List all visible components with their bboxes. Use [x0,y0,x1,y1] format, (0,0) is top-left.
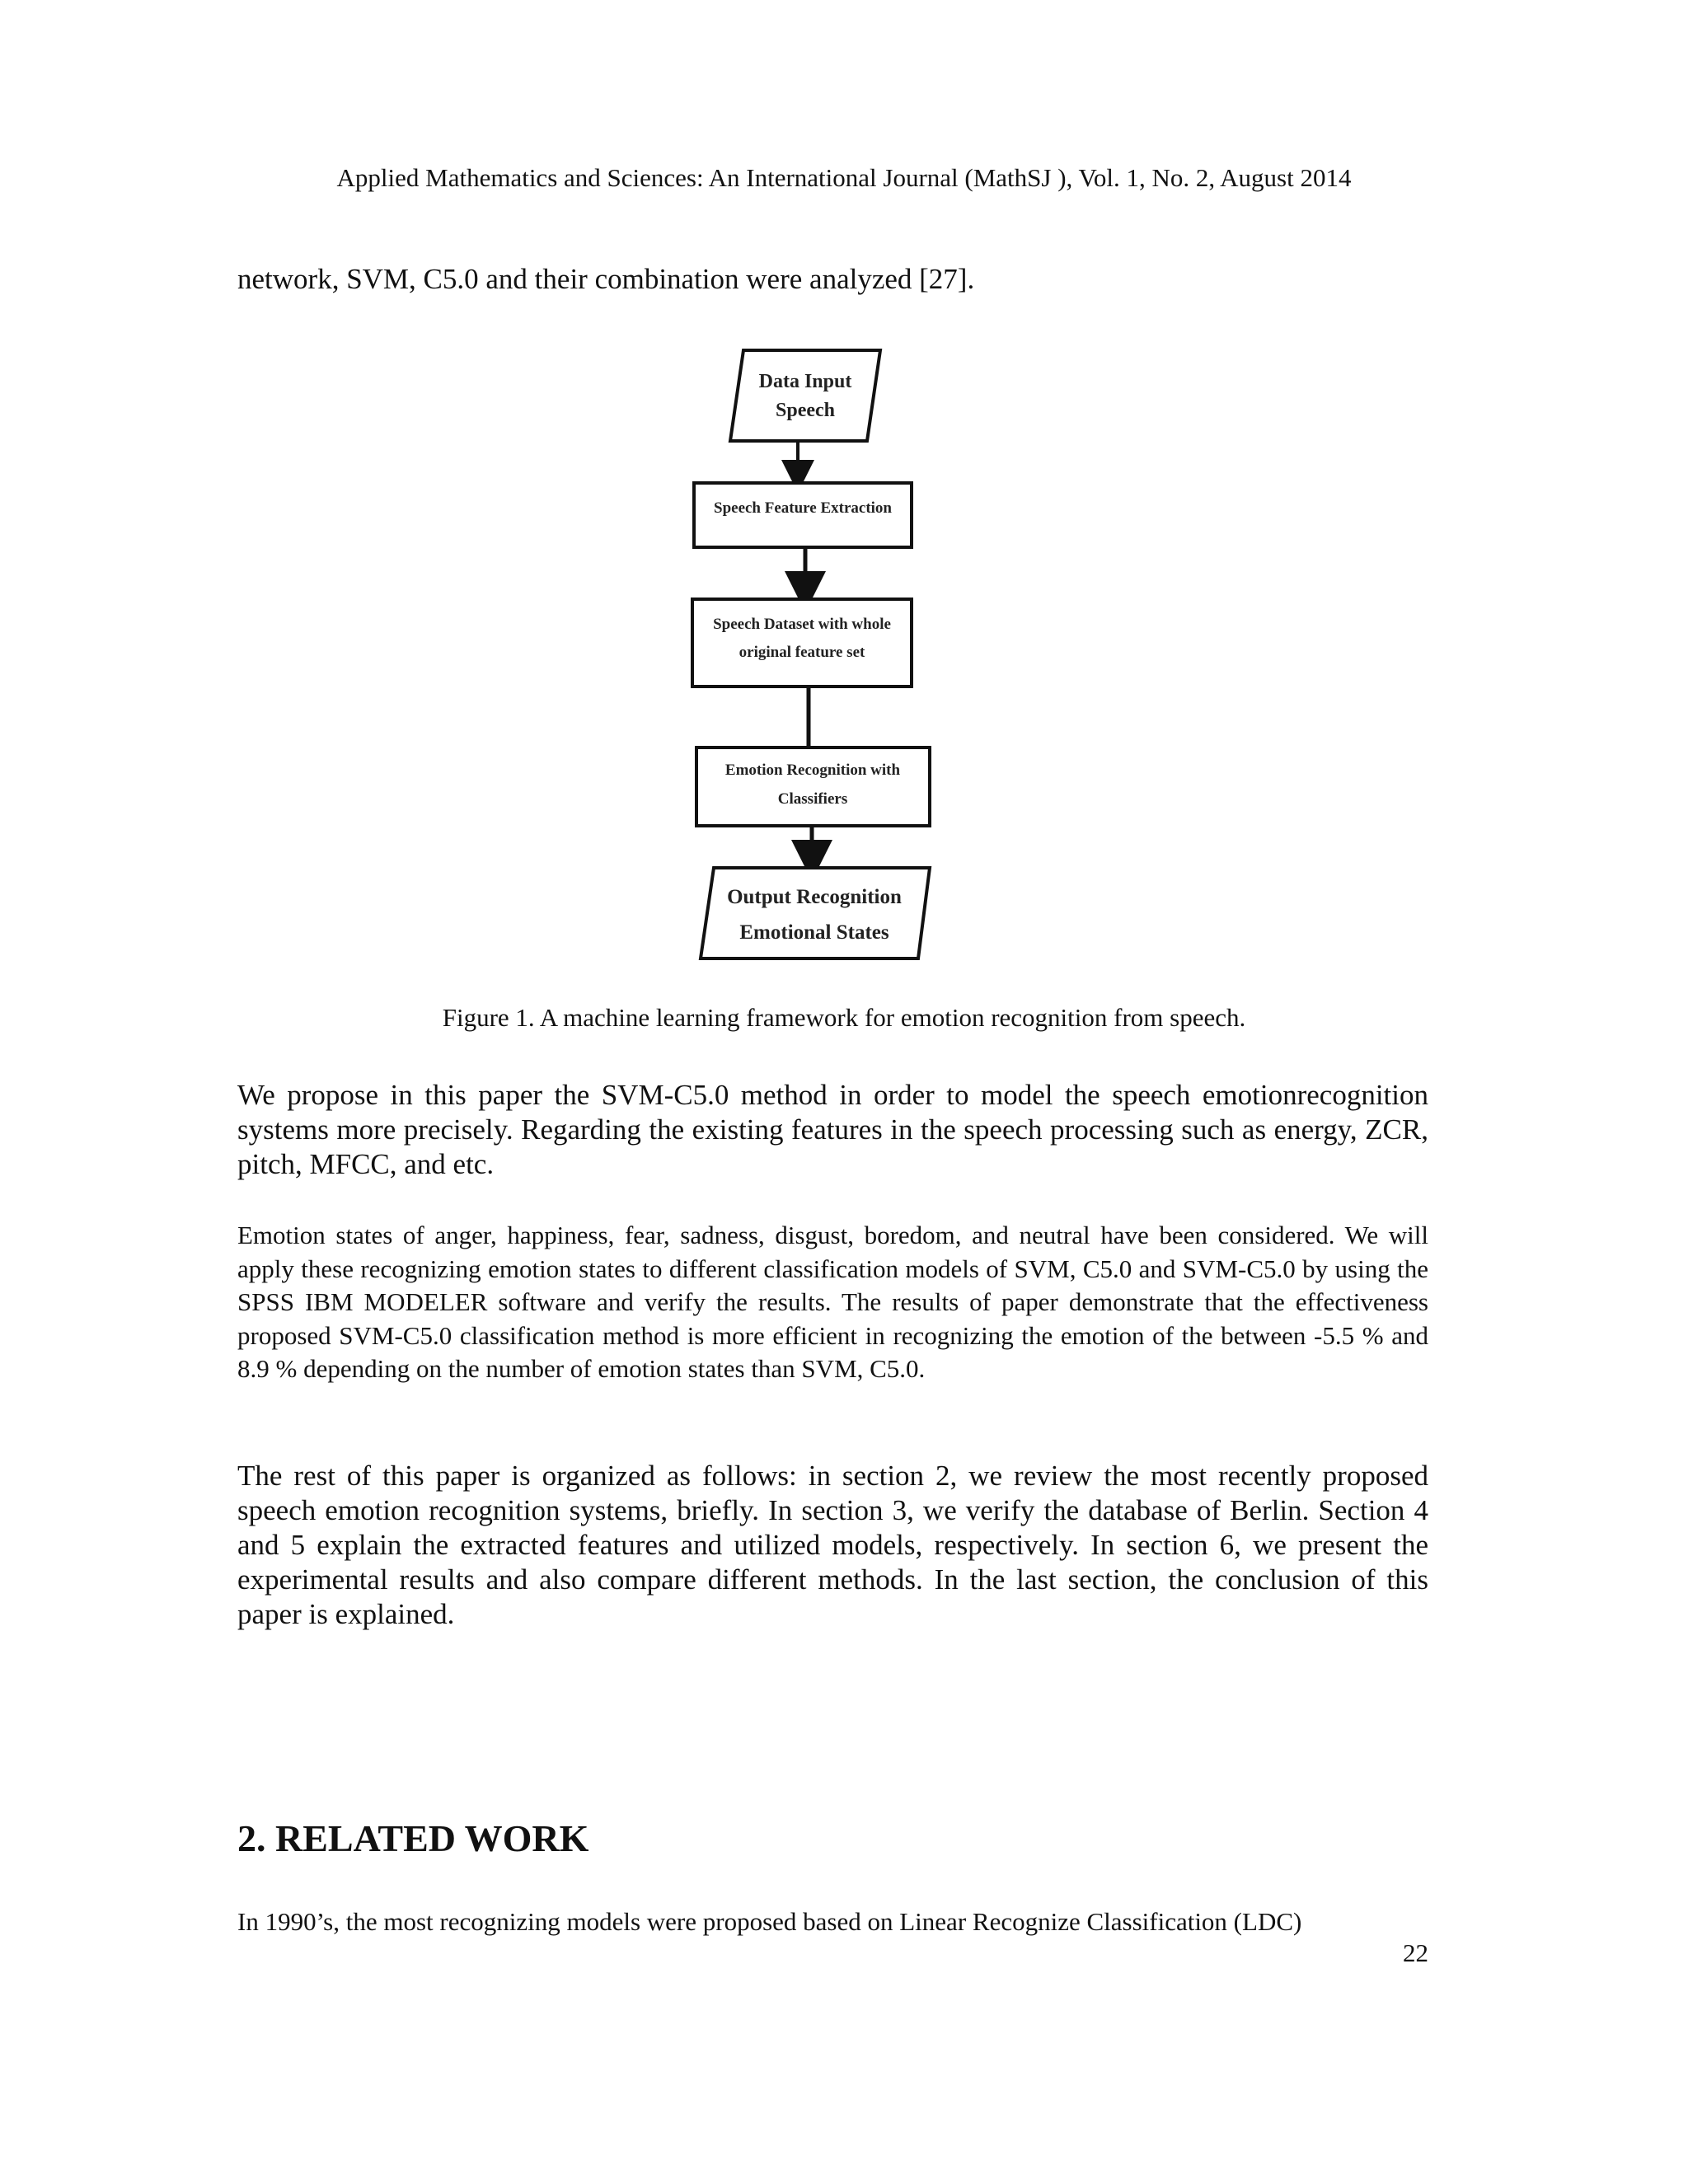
node-speech-dataset-label-1: Speech Dataset with whole [713,616,891,633]
node-speech-dataset [692,599,912,687]
node-data-input-label-1: Data Input [758,371,852,392]
node-emotion-recognition-label-1: Emotion Recognition with [724,762,901,779]
node-output-recognition-label-2: Emotional States [739,921,889,944]
node-output-recognition [701,868,930,958]
node-emotion-recognition-label-2: Classifiers [777,790,848,808]
section-heading-related-work: 2. RELATED WORK [237,1817,589,1859]
paragraph-organization: The rest of this paper is organized as follows: in section 2, we review the most recently proposed speech emotion recognition systems, briefly. In section 3, we verify the database of Berlin. Section 4 and 5 explain the extracted features and utilized models, respectively. In section 6, we present the experimental results and also compare different methods. In the last section, the conclusion of this paper is explained. [237,1460,1428,1630]
node-speech-dataset-label-2: original feature set [738,644,865,661]
flowchart-figure [0,0,1688,989]
node-feature-extraction [694,483,912,547]
paragraph-related-work-start: In 1990’s, the most recognizing models were proposed based on Linear Recognize Classification (LDC) [237,1907,1302,1936]
running-header: Applied Mathematics and Sciences: An International Journal (MathSJ ), Vol. 1, No. 2, August 2014 [336,163,1352,192]
node-data-input-label-2: Speech [776,400,835,421]
node-output-recognition-label-1: Output Recognition [727,886,902,908]
node-data-input [730,350,880,441]
paragraph-intro-continuation: network, SVM, C5.0 and their combination were analyzed [27]. [237,263,975,295]
paragraph-emotion-states: Emotion states of anger, happiness, fear, sadness, disgust, boredom, and neutral have been considered. We will apply these recognizing emotion states to different classification models of SVM, C5.0 and SVM-C5.0 by using the SPSS IBM MODELER software and verify the results. The results of paper demonstrate that the effectiveness proposed SVM-C5.0 classification method is more efficient in recognizing the emotion of the between -5.5 % and 8.9 % depending on the number of emotion states than SVM, C5.0. [237,1221,1428,1383]
figure-caption: Figure 1. A machine learning framework for emotion recognition from speech. [442,1003,1246,1032]
node-feature-extraction-label: Speech Feature Extraction [714,499,892,517]
paragraph-propose: We propose in this paper the SVM-C5.0 method in order to model the speech emotionrecognition systems more precisely. Regarding the existing features in the speech processing such as energy, ZCR, pitch, MFCC, and etc. [237,1079,1428,1180]
page-number: 22 [1403,1938,1428,1967]
node-emotion-recognition [696,748,930,826]
